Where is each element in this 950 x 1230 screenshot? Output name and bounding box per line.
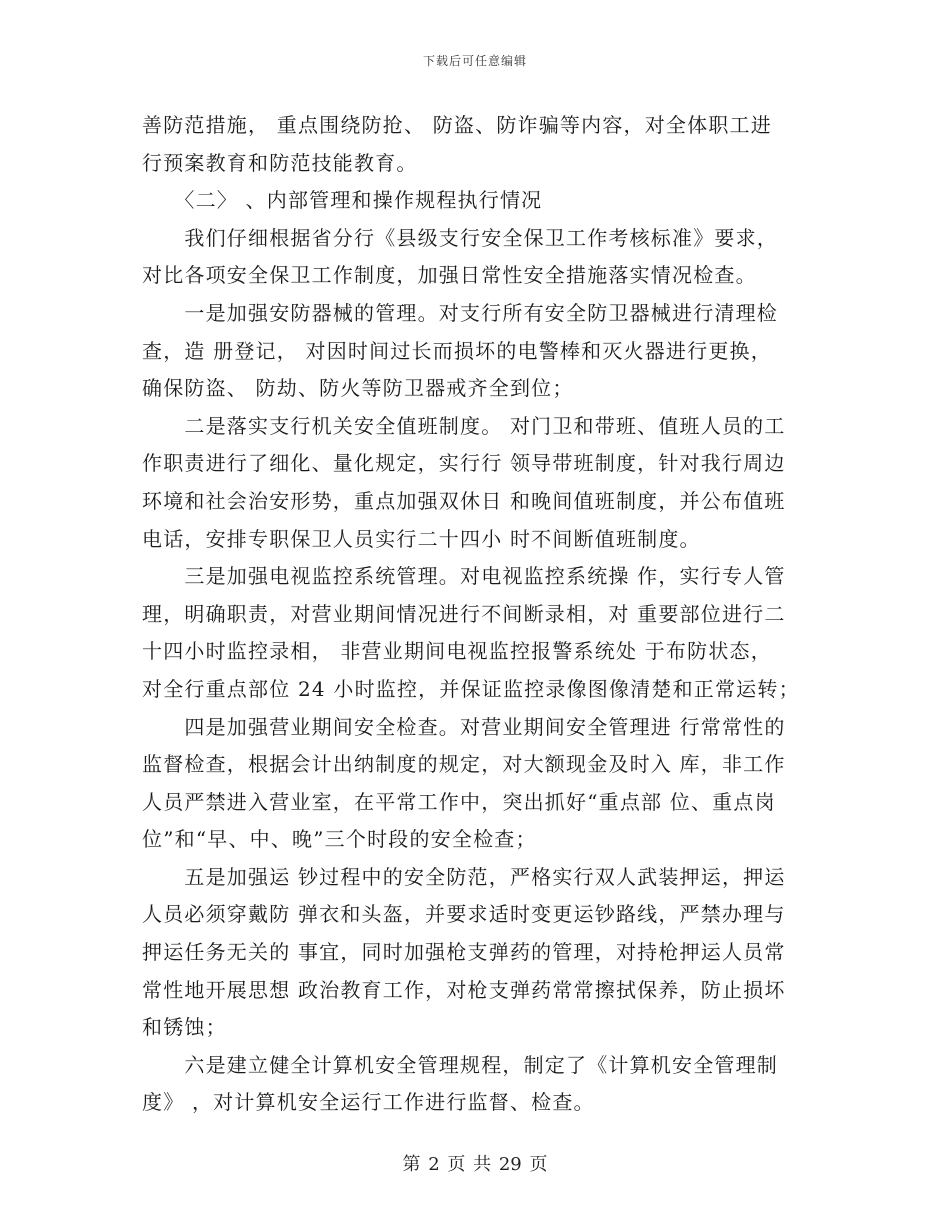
text-line: 善防范措施， 重点围绕防抢、 防盗、防诈骗等内容，对全体职工进 — [142, 113, 772, 137]
text-line: 三是加强电视监控系统管理。对电视监控系统操 作，实行专人管 — [142, 564, 786, 589]
text-line: 度》 ，对计算机安全运行工作进行监督、检查。 — [142, 1090, 595, 1115]
text-line: 监督检查，根据会计出纳制度的规定，对大额现金及时入 库，非工作 — [142, 752, 786, 777]
text-line: 对全行重点部位 24 小时监控，并保证监控录像图像清楚和正常运转； — [142, 676, 800, 701]
text-line: 五是加强运 钞过程中的安全防范，严格实行双人武装押运，押运 — [142, 864, 786, 889]
text-line: 和锈蚀； — [142, 1015, 227, 1040]
text-line: 十四小时监控录相， 非营业期间电视监控报警系统处 于布防状态， — [142, 639, 772, 664]
text-line: 理，明确职责，对营业期间情况进行不间断录相，对 重要部位进行二 — [142, 601, 786, 626]
text-line: 六是建立健全计算机安全管理规程，制定了《计算机安全管理制 — [142, 1052, 778, 1077]
text-line: 常性地开展思想 政治教育工作，对枪支弹药常常擦拭保养，防止损坏 — [142, 977, 786, 1002]
text-line: 环境和社会治安形势，重点加强双休日 和晚间值班制度，并公布值班 — [142, 488, 786, 513]
text-line: 位”和“早、中、晚”三个时段的安全检查； — [142, 827, 537, 852]
text-line: 押运任务无关的 事宜，同时加强枪支弹药的管理，对持枪押运人员常 — [142, 940, 786, 965]
text-line: 四是加强营业期间安全检查。对营业期间安全管理进 行常常性的 — [142, 714, 786, 739]
section-heading: 〈二〉 、内部管理和操作规程执行情况 — [142, 188, 543, 213]
text-line: 行预案教育和防范技能教育。 — [142, 150, 418, 175]
text-line: 一是加强安防器械的管理。对支行所有安全防卫器械进行清理检 — [142, 300, 778, 325]
page-number-footer: 第 2 页 共 29 页 — [402, 1154, 548, 1175]
text-line: 作职责进行了细化、量化规定，实行行 领导带班制度，针对我行周边 — [142, 451, 786, 476]
text-line: 电话，安排专职保卫人员实行二十四小 时不间断值班制度。 — [142, 526, 701, 551]
page-header: 下载后可任意编辑 — [422, 54, 527, 68]
text-line: 人员必须穿戴防 弹衣和头盔，并要求适时变更运钞路线，严禁办理与 — [142, 902, 786, 927]
text-line: 查，造 册登记， 对因时间过长而损坏的电警棒和灭火器进行更换， — [142, 338, 772, 363]
text-line: 人员严禁进入营业室，在平常工作中，突出抓好“重点部 位、重点岗 — [142, 789, 776, 814]
text-line: 我们仔细根据省分行《县级支行安全保卫工作考核标准》要求， — [142, 225, 778, 250]
text-line: 二是落实支行机关安全值班制度。 对门卫和带班、值班人员的工 — [142, 413, 786, 438]
text-line: 对比各项安全保卫工作制度，加强日常性安全措施落实情况检查。 — [142, 263, 757, 288]
text-line: 确保防盗、 防劫、防火等防卫器戒齐全到位； — [142, 376, 574, 401]
document-body — [142, 107, 807, 1122]
